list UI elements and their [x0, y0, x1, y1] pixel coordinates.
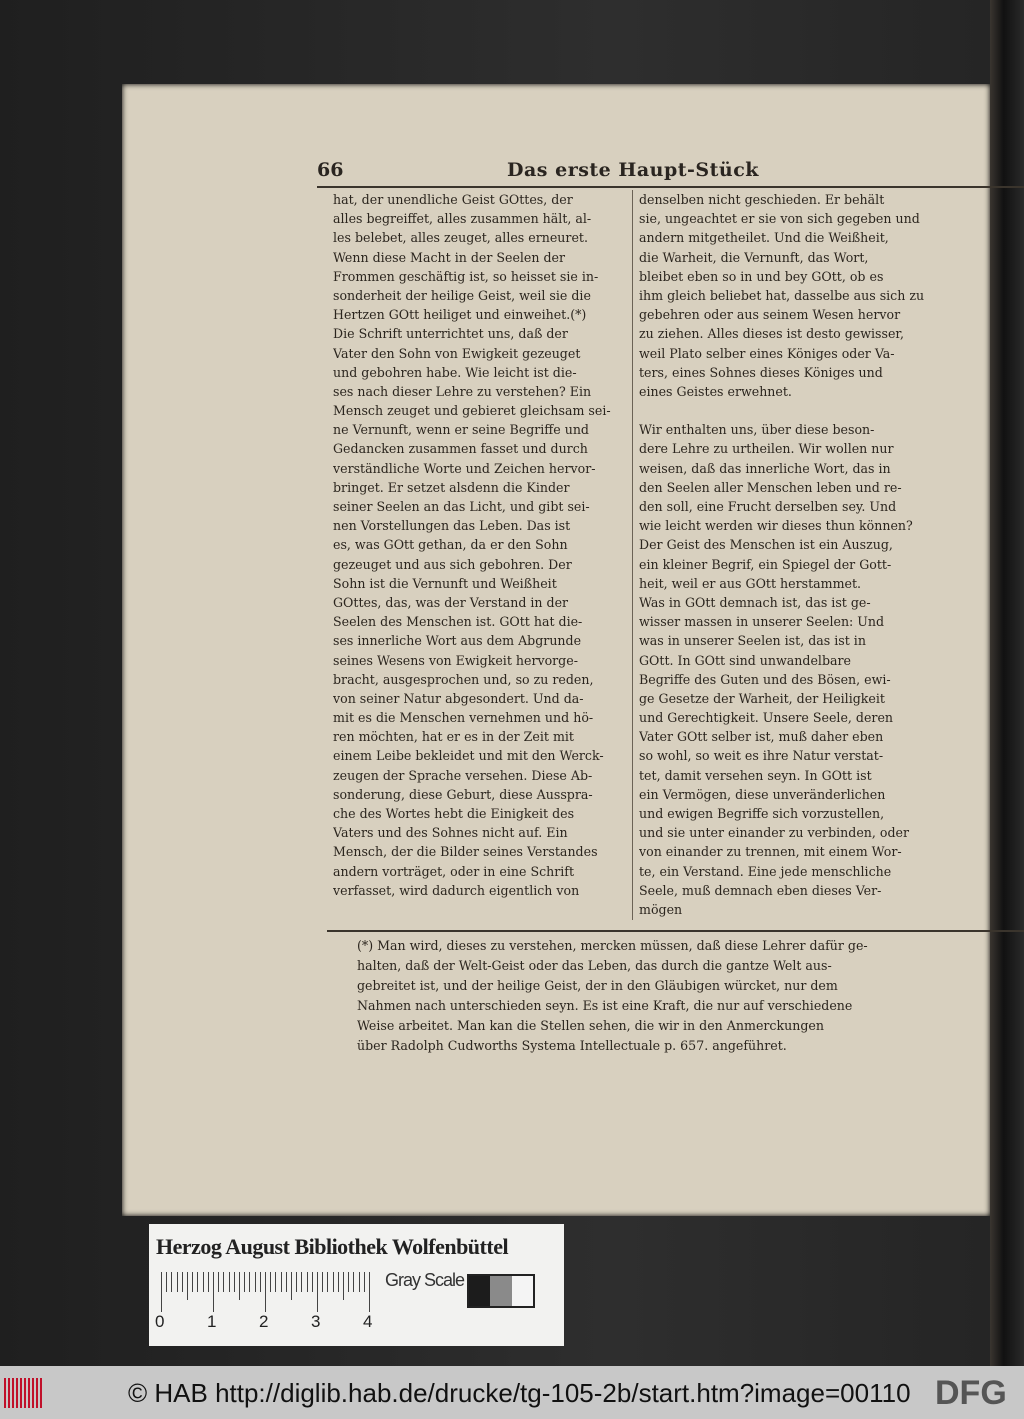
text-line: die Warheit, die Vernunft, das Wort,: [639, 249, 869, 265]
text-line: che des Wortes hebt die Einigkeit des: [333, 806, 575, 821]
gray-swatch: [512, 1276, 533, 1306]
text-line: andern mitgetheilet. Und die Weißheit,: [639, 230, 889, 246]
gray-scale-swatches: [467, 1274, 535, 1308]
text-line: mögen: [639, 901, 683, 917]
footnote-line: (*) Man wird, dieses zu verstehen, mercken müssen, daß diese Lehrer dafür ge-: [357, 938, 868, 953]
ruler-number: 4: [363, 1312, 373, 1331]
ruler-tick: [177, 1272, 178, 1292]
text-line: les belebet, alles zeuget, alles erneuret.: [333, 230, 588, 246]
text-line: zu ziehen. Alles dieses ist desto gewisser,: [639, 326, 905, 342]
text-line: hat, der unendliche Geist GOttes, der: [333, 192, 573, 207]
ruler-tick: [218, 1272, 219, 1292]
text-line: bracht, ausgesprochen und, so zu reden,: [333, 671, 594, 687]
ruler-number: 2: [259, 1312, 269, 1331]
text-line: tet, damit versehen seyn. In GOtt ist: [639, 767, 872, 783]
text-line: Vater GOtt selber ist, muß daher eben: [639, 729, 884, 745]
ruler-tick: [317, 1272, 318, 1312]
text-line: Der Geist des Menschen ist ein Auszug,: [639, 537, 893, 553]
text-line: so wohl, so weit es ihre Natur verstat-: [639, 748, 884, 764]
text-line: und gebohren habe. Wie leicht ist die-: [333, 364, 577, 380]
footnote-line: Weise arbeitet. Man kan die Stellen sehen, die wir in den Anmerckungen: [357, 1018, 824, 1033]
text-line: was in unserer Seelen ist, das ist in: [639, 633, 866, 649]
ruler-tick: [223, 1272, 224, 1292]
footnote-rule: [327, 930, 1024, 932]
text-line: weil Plato selber eines Königes oder Va-: [639, 345, 895, 361]
footnote-line: über Radolph Cudworths Systema Intellectuale p. 657. angeführet.: [357, 1038, 787, 1053]
text-line: GOttes, das, was der Verstand in der: [333, 594, 569, 610]
library-scale-label: [149, 1224, 564, 1346]
text-line: den soll, eine Frucht derselben sey. Und: [639, 499, 897, 514]
text-line: ein kleiner Begrif, ein Spiegel der Gott-: [639, 556, 892, 572]
ruler-tick: [322, 1272, 323, 1292]
ruler-tick: [338, 1272, 339, 1292]
dfg-logo: DFG: [935, 1374, 1007, 1412]
text-line: Frommen geschäftig ist, so heisset sie in-: [333, 268, 599, 284]
text-line: Wir enthalten uns, über diese beson-: [639, 422, 875, 438]
text-line: ren möchten, hat er es in der Zeit mit: [333, 729, 574, 745]
text-line: einem Leibe bekleidet und mit den Werck-: [333, 748, 604, 764]
footer-bar: [0, 1366, 1024, 1419]
ruler-tick: [249, 1272, 250, 1292]
ruler-tick: [291, 1272, 292, 1300]
text-line: Die Schrift unterrichtet uns, daß der: [333, 326, 568, 342]
ruler-scale: [161, 1272, 371, 1312]
ruler-tick: [260, 1272, 261, 1292]
text-line: Sohn ist die Vernunft und Weißheit: [333, 575, 557, 591]
text-line: GOtt. In GOtt sind unwandelbare: [639, 652, 851, 668]
footnote-line: halten, daß der Welt-Geist oder das Leben, das durch die gantze Welt aus-: [357, 958, 832, 973]
page-header: [317, 159, 1024, 185]
ruler-tick: [255, 1272, 256, 1292]
text-line: Vater den Sohn von Ewigkeit gezeuget: [333, 345, 581, 361]
ruler-tick: [296, 1272, 297, 1292]
gray-swatch: [490, 1276, 511, 1306]
text-line: und ewigen Begriffe sich vorzustellen,: [639, 806, 885, 821]
right-column: [639, 190, 935, 919]
book-page: [122, 84, 990, 1216]
text-line: Seelen des Menschen ist. GOtt hat die-: [333, 614, 583, 630]
copyright-link[interactable]: © HAB http://diglib.hab.de/drucke/tg-105-2b/start.htm?image=00110: [128, 1378, 911, 1408]
ruler-tick: [312, 1272, 313, 1292]
text-line: Begriffe des Guten und des Bösen, ewi-: [639, 671, 891, 687]
text-line: Gedancken zusammen fasset und durch: [333, 441, 588, 457]
text-line: wie leicht werden wir dieses thun können?: [639, 518, 913, 534]
text-line: alles begreiffet, alles zusammen hält, al-: [333, 211, 592, 227]
text-line: te, ein Verstand. Eine jede menschliche: [639, 863, 892, 879]
text-line: seines Wesens von Ewigkeit hervorge-: [333, 652, 578, 668]
ruler-tick: [166, 1272, 167, 1292]
text-line: denselben nicht geschieden. Er behält: [639, 192, 885, 207]
ruler-tick: [182, 1272, 183, 1292]
gray-scale-label: Gray Scale: [385, 1270, 465, 1290]
text-line: ne Vernunft, wenn er seine Begriffe und: [333, 422, 589, 438]
ruler-tick: [327, 1272, 328, 1292]
text-line: zeugen der Sprache versehen. Diese Ab-: [333, 767, 593, 783]
ruler-tick: [187, 1272, 188, 1300]
text-line: bleibet eben so in und bey GOtt, ob es: [639, 268, 884, 284]
ruler-tick: [197, 1272, 198, 1292]
text-line: mit es die Menschen vernehmen und hö-: [333, 710, 594, 726]
text-line: sonderheit der heilige Geist, weil sie die: [333, 287, 591, 303]
ruler-tick: [171, 1272, 172, 1292]
footnote: [357, 936, 1024, 1056]
ruler-tick: [192, 1272, 193, 1292]
text-line: verfasset, wird dadurch eigentlich von: [333, 882, 580, 898]
text-line: gebehren oder aus seinem Wesen hervor: [639, 307, 901, 323]
footnote-line: Nahmen nach unterschieden seyn. Es ist eine Kraft, die nur auf verschiedene: [357, 998, 853, 1013]
text-line: verständliche Worte und Zeichen hervor-: [333, 460, 596, 476]
text-line: Was in GOtt demnach ist, das ist ge-: [639, 594, 871, 610]
library-name: Herzog August Bibliothek Wolfenbüttel: [156, 1234, 509, 1259]
text-line: andern vorträget, oder in eine Schrift: [333, 863, 575, 879]
text-line: ters, eines Sohnes dieses Königes und: [639, 364, 883, 380]
ruler-tick: [301, 1272, 302, 1292]
text-line: und sie unter einander zu verbinden, oder: [639, 825, 910, 841]
ruler-tick: [343, 1272, 344, 1300]
left-column: [333, 190, 629, 900]
text-line: Seele, muß demnach eben dieses Ver-: [639, 882, 882, 898]
ruler-tick: [369, 1272, 370, 1312]
text-line: von einander zu trennen, mit einem Wor-: [639, 844, 902, 860]
text-line: bringet. Er setzet alsdenn die Kinder: [333, 479, 570, 495]
text-line: Hertzen GOtt heiliget und einweihet.(*): [333, 307, 587, 323]
column-divider: [632, 190, 633, 920]
ruler-tick: [286, 1272, 287, 1292]
ruler-tick: [348, 1272, 349, 1292]
ruler-number: 0: [155, 1312, 165, 1331]
ruler-tick: [270, 1272, 271, 1292]
text-line: von seiner Natur abgesondert. Und da-: [333, 690, 584, 706]
text-line: ses innerliche Wort aus dem Abgrunde: [333, 633, 582, 649]
hab-logo-icon: [4, 1378, 44, 1408]
running-head: Das erste Haupt-Stück: [507, 159, 759, 181]
ruler-number: 1: [207, 1312, 217, 1331]
footnote-line: gebreitet ist, und der heilige Geist, der in den Gläubigen würcket, nur dem: [357, 978, 838, 993]
text-line: dere Lehre zu urtheilen. Wir wollen nur: [639, 441, 894, 457]
text-line: seiner Seelen an das Licht, und gibt sei-: [333, 499, 590, 514]
text-line: es, was GOtt gethan, da er den Sohn: [333, 537, 568, 553]
ruler-tick: [244, 1272, 245, 1292]
text-line: heit, weil er aus GOtt herstammet.: [639, 575, 862, 591]
text-line: Mensch, der die Bilder seines Verstandes: [333, 844, 598, 860]
ruler-tick: [364, 1272, 365, 1292]
ruler-tick: [333, 1272, 334, 1292]
text-line: ihm gleich beliebet hat, dasselbe aus sich zu: [639, 287, 925, 303]
text-line: nen Vorstellungen das Leben. Das ist: [333, 518, 571, 534]
book-edge: [990, 0, 1024, 1366]
text-line: gezeuget und aus sich gebohren. Der: [333, 556, 572, 572]
ruler-tick: [208, 1272, 209, 1292]
text-line: wisser massen in unserer Seelen: Und: [639, 614, 885, 630]
ruler-tick: [265, 1272, 266, 1312]
text-line: [639, 401, 935, 420]
text-line: ses nach dieser Lehre zu verstehen? Ein: [333, 383, 592, 399]
ruler-tick: [281, 1272, 282, 1292]
ruler-tick: [234, 1272, 235, 1292]
ruler-tick: [203, 1272, 204, 1292]
ruler-tick: [161, 1272, 162, 1312]
text-line: Wenn diese Macht in der Seelen der: [333, 249, 566, 265]
gray-swatch: [469, 1276, 490, 1306]
text-line: sonderung, diese Geburt, diese Ausspra-: [333, 786, 593, 802]
text-line: weisen, daß das innerliche Wort, das in: [639, 460, 891, 476]
text-line: Mensch zeuget und gebieret gleichsam sei-: [333, 403, 611, 419]
text-line: eines Geistes erwehnet.: [639, 383, 792, 399]
text-line: den Seelen aller Menschen leben und re-: [639, 479, 902, 495]
header-rule: [317, 186, 1024, 188]
ruler-tick: [213, 1272, 214, 1312]
ruler-tick: [307, 1272, 308, 1292]
text-line: sie, ungeachtet er sie von sich gegeben und: [639, 211, 920, 227]
text-line: ein Vermögen, diese unveränderlichen: [639, 786, 886, 802]
ruler-tick: [359, 1272, 360, 1292]
ruler-number: 3: [311, 1312, 321, 1331]
text-line: ge Gesetze der Warheit, der Heiligkeit: [639, 690, 885, 706]
text-line: und Gerechtigkeit. Unsere Seele, deren: [639, 710, 894, 726]
ruler-tick: [229, 1272, 230, 1292]
text-line: Vaters und des Sohnes nicht auf. Ein: [333, 825, 568, 841]
ruler-tick: [275, 1272, 276, 1292]
ruler-tick: [353, 1272, 354, 1292]
ruler-tick: [239, 1272, 240, 1300]
page-number: 66: [317, 159, 344, 181]
